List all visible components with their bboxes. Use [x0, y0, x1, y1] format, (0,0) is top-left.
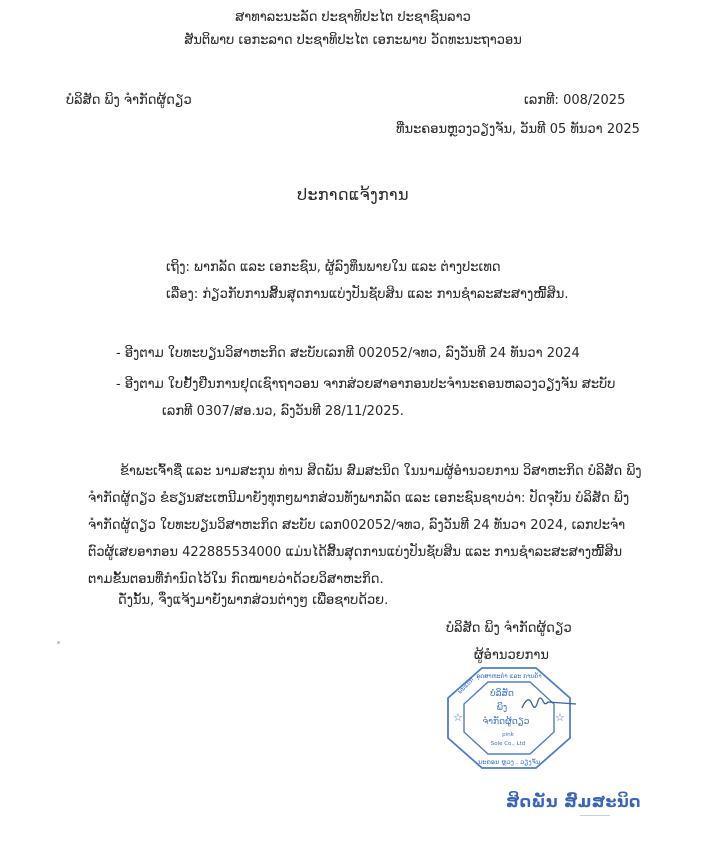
reference-number: ເລກທີ: 008/2025	[524, 93, 626, 108]
company-name: ບໍລິສັດ ພິງ ຈໍາກັດຜູ້ດຽວ	[66, 93, 192, 108]
body-paragraph	[88, 458, 648, 593]
body-text: ຂ້າພະເຈົ້າຊື່ ແລະ ນາມສະກຸນ ທ່ານ ສິດພັນ ສົມສະນິດ ໃນນາມຜູ້ອໍານວຍການ ວິສາຫະກິດ ບໍລິສັດ ພິງ ຈໍາກັດຜູ້ດຽວ ຂໍຮຽນສະເຫນີມາຍັງທຸກໆພາກສ່ວນທັງພາກລັດ ແລະ ເອກະຊົນຊາບວ່າ: ປັດຈຸບັນ ບໍລິສັດ ພິງ ຈໍາກັດຜູ້ດຽວ ໃບທະບຽນວິສາຫະກິດ ສະບັບ ເລກ002052/ຈທວ, ລົງວັນທີ 24 ທັນວາ 2024, ເລກປະຈໍາຕົວຜູ້ເສຍອາກອນ 422885534000 ແມ່ນໄດ້ສິ້ນສຸດການແບ່ງປັນຊັບສິນ ແລະ ການຊໍາລະສະສາງໜີ້ສິນ ຕາມຂັ້ນຕອນທີ່ກໍານົດໄວ້ໃນ ກົດໝາຍວ່າດ້ວຍວິສາຫະກິດ.	[88, 464, 642, 587]
closing-line: ດັ່ງນັ້ນ, ຈຶ່ງແຈ້ງມາຍັງພາກສ່ວນຕ່າງໆ ເພື່ອຊາບດ້ວຍ.	[118, 593, 389, 608]
reference-1: - ອີງຕາມ ໃບທະບຽນວິສາຫະກິດ ສະບັບເລກທີ 002052/ຈທວ, ລົງວັນທີ 24 ທັນວາ 2024	[116, 346, 580, 361]
addressee: ເຖິງ: ພາກລັດ ແລະ ເອກະຊົນ, ຜູ້ລົງທຶນພາຍໃນ ແລະ ຕ່າງປະເທດ	[166, 260, 501, 275]
reference-2-continued: ເລກທີ 0307/ສອ.ນວ, ລົງວັນທີ 28/11/2025.	[162, 404, 404, 419]
stamp-ring-left: ພະແນກ	[456, 676, 476, 696]
reference-2: - ອີງຕາມ ໃບຢັ້ງຢືນການຢຸດເຊົາຖາວອນ ຈາກສ່ວຍສາອາກອນປະຈໍານະຄອນຫລວງວຽງຈັນ ສະບັບ	[116, 377, 616, 392]
signature-company: ບໍລິສັດ ພິງ ຈໍາກັດຜູ້ດຽວ	[446, 621, 572, 636]
document-title: ປະກາດແຈ້ງການ	[297, 185, 409, 204]
stamp-center-line3: ຈໍາກັດຜູ້ດຽວ	[482, 717, 530, 727]
stamp-star-right-icon: ☆	[555, 711, 565, 724]
stamp-star-left-icon: ☆	[453, 711, 463, 724]
country-header: ສາທາລະນະລັດ ປະຊາທິປະໄຕ ປະຊາຊົນລາວ	[235, 10, 471, 25]
subject: ເລື່ອງ: ກ່ຽວກັບການສິ້ນສຸດການແບ່ງປັນຊັບສິນ ແລະ ການຊໍາລະສະສາງໜີ້ສິນ.	[166, 287, 569, 302]
national-motto: ສັນຕິພາບ ເອກະລາດ ປະຊາທິປະໄຕ ເອກະພາບ ວັດທະນະຖາວອນ	[184, 33, 522, 48]
stamp-center-line2: ພິງ	[496, 703, 508, 713]
signer-name: ສິດພັນ ສົມສະນິດ	[506, 792, 641, 811]
stamp-english-line2: Sole Co., Ltd	[490, 741, 526, 747]
place-and-date: ທີ່ນະຄອນຫຼວງວຽງຈັນ, ວັນທີ 05 ທັນວາ 2025	[396, 122, 640, 137]
signature-underline	[580, 815, 610, 816]
stamp-ring-bottom: ນະຄອນ ຫຼວງ . ວຽງຈັນ	[477, 758, 541, 766]
stamp-center-line1: ບໍລິສັດ	[490, 689, 514, 699]
company-stamp	[442, 664, 576, 772]
scan-speck	[57, 641, 60, 644]
signature-position: ຜູ້ອໍານວຍການ	[474, 648, 549, 663]
stamp-english-line1: pink	[502, 732, 514, 738]
stamp-ring-top: ອຸດສາຫະກໍາ ແລະ ການຄ້າ	[476, 673, 542, 680]
